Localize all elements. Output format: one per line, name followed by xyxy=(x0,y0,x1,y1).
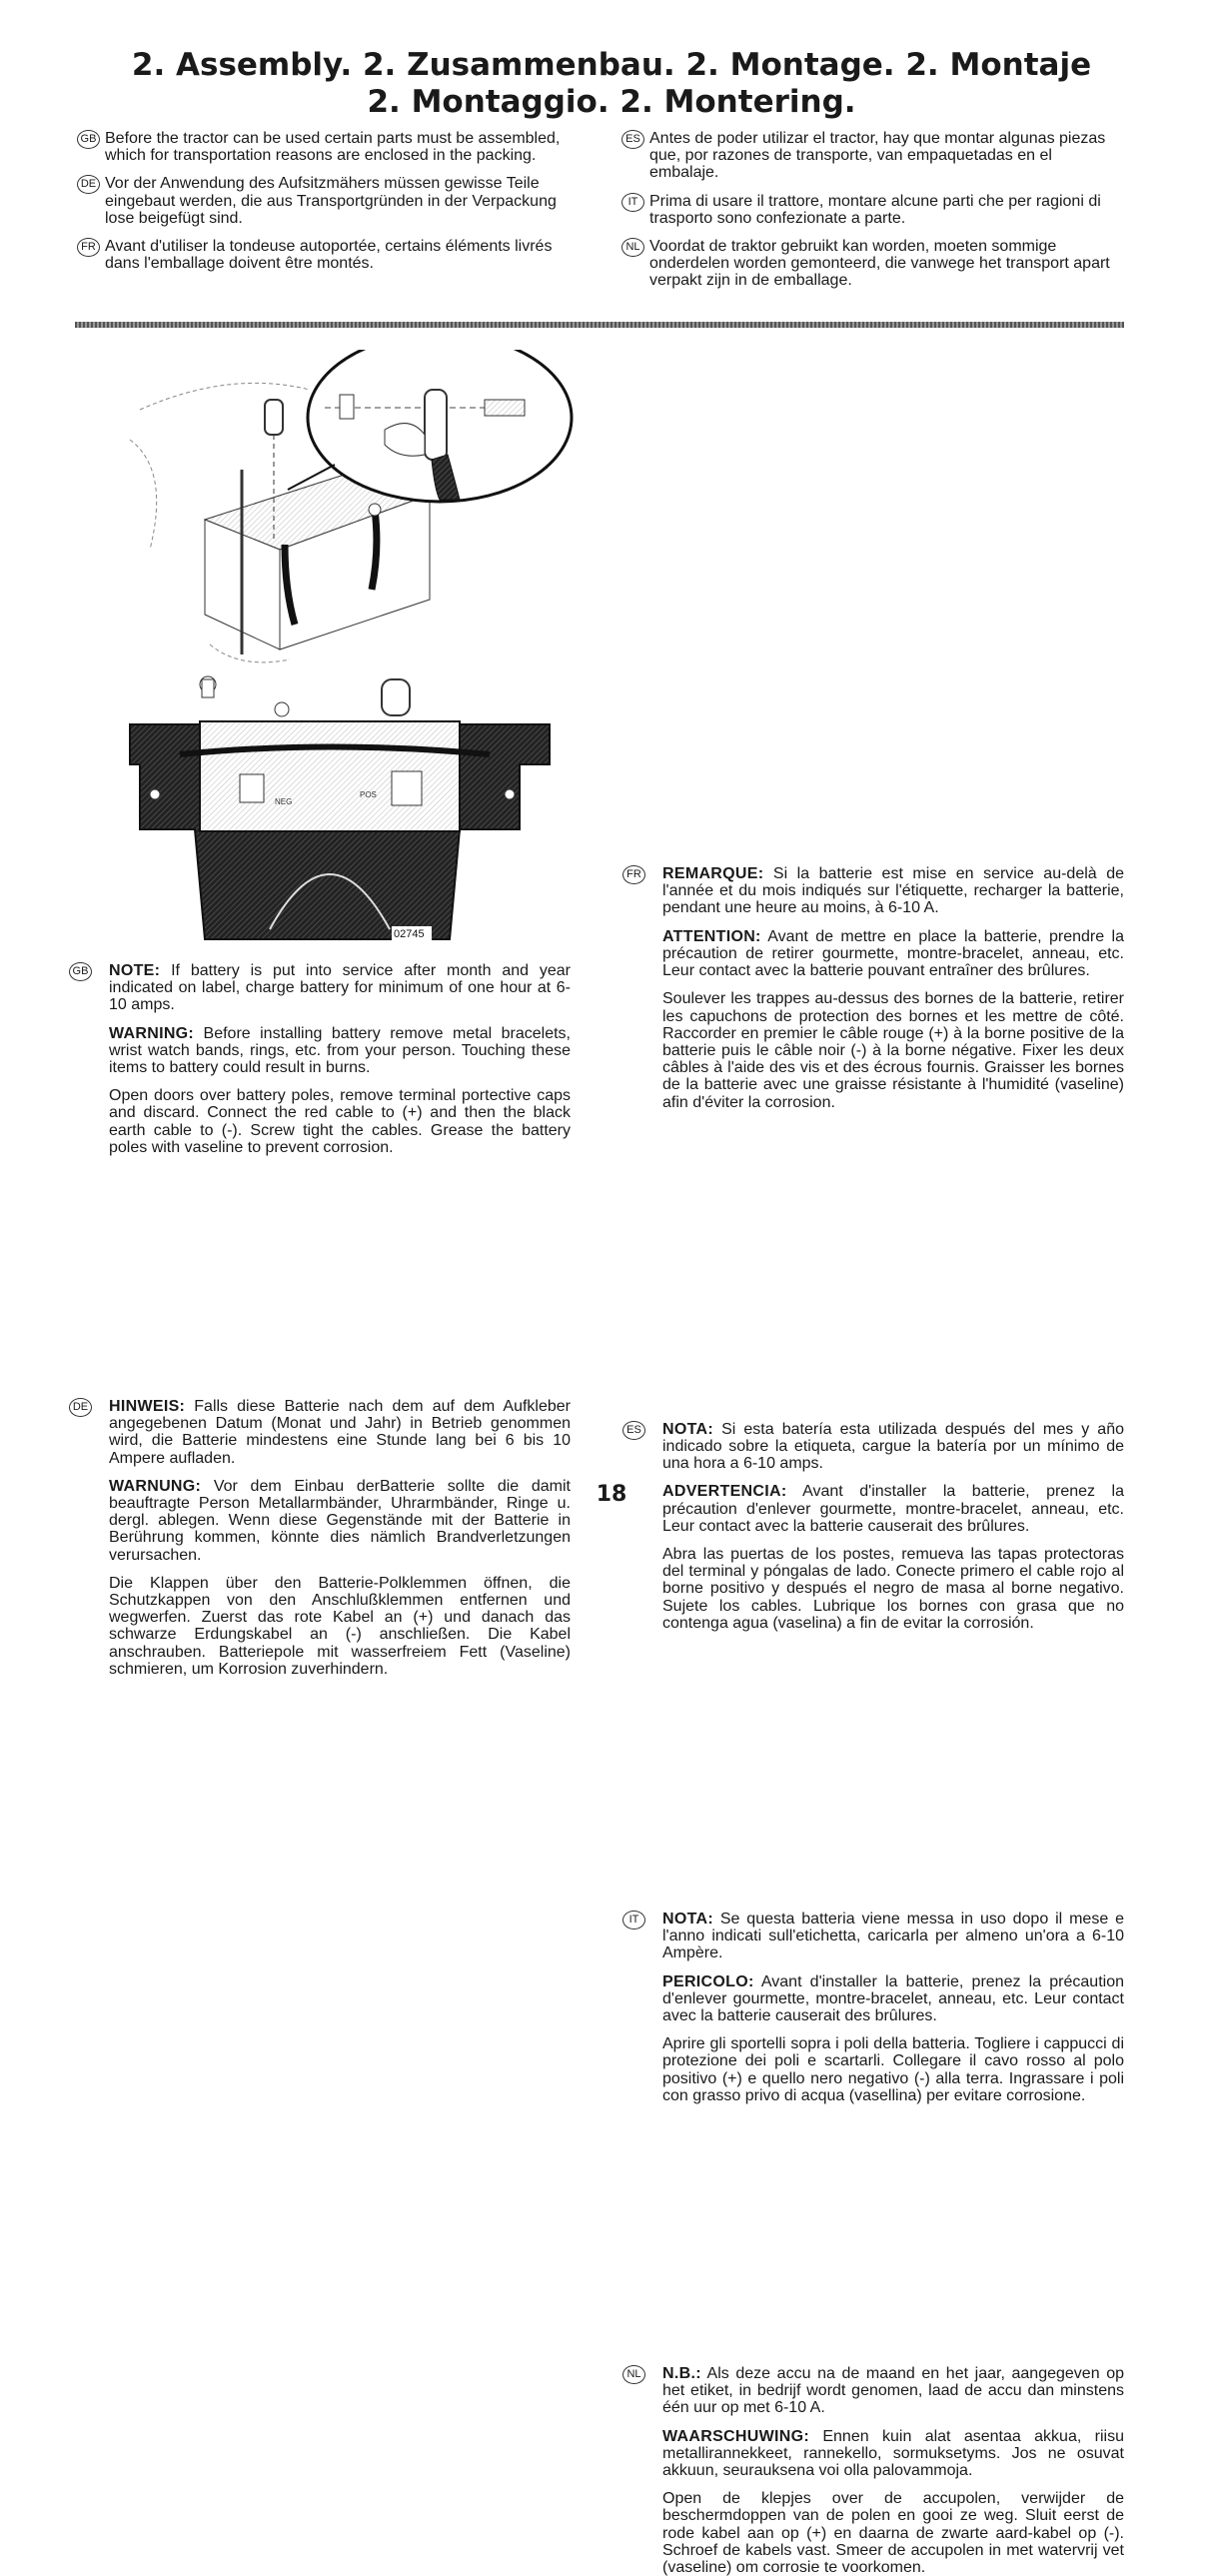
warning-text: Avant d'installer la batterie, prenez la précaution d'enlever gourmette, montre-bracelet, anneau, etc. Leur contact avec la batterie causerait des brûlures. xyxy=(662,1972,1124,2024)
intro-text: Antes de poder utilizar el tractor, hay que montar algunas piezas que, por razones de transporte, van empaquetadas en el embalaje. xyxy=(649,130,1106,182)
intro-text: Voordat de traktor gebruikt kan worden, moeten sommige onderdelen worden gemonteerd, die vanwege het transport apart verpakt zijn in de emballage. xyxy=(649,238,1110,290)
intro-text: Prima di usare il trattore, montare alcune parti che per ragioni di trasporto sono confezionate a parte. xyxy=(649,192,1101,227)
warning-text: Vor dem Einbau derBatterie sollte die damit beauftragte Person Metallarmbänder, Uhrarmbänder, Ringe u. dergl. ablegen. Wenn diese Gegenstände mit der Batterie in Berührung kommen, könnte dies nämlich Brandverletzungen verursachen. xyxy=(109,1477,571,1564)
warning-text: Avant de mettre en place la batterie, prendre la précaution de retirer gourmette, montre-bracelet, anneau, etc. Leur contact avec la batterie pouvant entraîner des brûlures. xyxy=(662,927,1124,980)
warning-keyword: WARNING: xyxy=(109,1024,195,1042)
section-nl xyxy=(626,2364,1124,2576)
intro-fr xyxy=(77,238,565,272)
section-es xyxy=(626,1420,1124,1632)
note-keyword: HINWEIS: xyxy=(109,1398,186,1416)
note-keyword: N.B.: xyxy=(662,2364,701,2382)
intro-de xyxy=(77,175,565,227)
lang-badge: FR xyxy=(77,238,100,257)
body-text: Open doors over battery poles, remove terminal portective caps and discard. Connect the red cable to (+) and then the black earth cable to (-). Screw tight the cables. Grease the battery poles with vaseline to prevent corrosion. xyxy=(109,1087,571,1156)
note-keyword: NOTA: xyxy=(662,1910,713,1928)
note-keyword: REMARQUE: xyxy=(662,865,764,883)
note-text: Als deze accu na de maand en het jaar, aangegeven op het etiket, in bedrijf wordt genomen, laad de accu dan minstens één uur op met 6-10 A. xyxy=(662,2364,1124,2417)
body-text: Die Klappen über den Batterie-Polklemmen öffnen, die Schutzkappen von den Anschlußklemmen entfernen und wegwerfen. Zuerst das rote Kabel an (+) und danach das schwarze Erdungskabel an (-) anschließen. Die Kabel anschrauben. Batteriepole mit wasserfreiem Fett (Vaseline) schmieren, um Korrosion zuverhindern. xyxy=(109,1574,571,1678)
intro-es xyxy=(621,130,1123,182)
pos-label: POS xyxy=(360,790,377,799)
lang-badge: IT xyxy=(621,193,644,212)
section-de xyxy=(72,1398,571,1678)
neg-label: NEG xyxy=(275,797,293,806)
section-gb xyxy=(72,962,571,1156)
battery-installation-figure xyxy=(110,350,580,949)
page-title: 2. Assembly. 2. Zusammenbau. 2. Montage. 2. Montaje xyxy=(131,47,1092,83)
warning-text: Ennen kuin alat asentaa akkua, riisu metallirannekkeet, rannekello, sormuksetyms. Jos ne osuvat akkuun, seurauksena voi olla palovammoja. xyxy=(662,2427,1124,2479)
body-text: Abra las puertas de los postes, remueva las tapas protectoras del terminal y póngalas de lado. Conecte primero el cable rojo al borne positivo y después el negro de masa al borne negativo. Sujete los cables. Lubrique los bornes con grasa que no contenga agua (vaselina) a fin de evitar la corrosión. xyxy=(662,1545,1124,1632)
page-subtitle: 2. Montaggio. 2. Montering. xyxy=(367,84,856,120)
warning-text: Before installing battery remove metal bracelets, wrist watch bands, rings, etc. from your person. Touching these items to battery could result in burns. xyxy=(109,1024,571,1077)
note-keyword: NOTA: xyxy=(662,1420,713,1438)
section-fr xyxy=(626,865,1124,1111)
page-number: 18 xyxy=(596,1482,627,1507)
body-text: Soulever les trappes au-dessus des bornes de la batterie, retirer les capuchons de protection des bornes et les mettre de côté. Raccorder en premier le câble rouge (+) à la borne positive de la batterie puis le câble noir (-) à la borne négative. Fixer les deux câbles à l'aide des vis et des écrous fournis. Graisser les bornes de la batterie avec une graisse résistante à l'humidité (vaseline) afin d'éviter la corrosion. xyxy=(662,990,1124,1111)
intro-right xyxy=(621,130,1123,301)
intro-text: Vor der Anwendung des Aufsitzmähers müssen gewisse Teile eingebaut werden, die aus Transportgründen in der Verpackung lose beigefügt sind. xyxy=(105,175,557,227)
lang-badge: GB xyxy=(77,130,100,149)
lang-badge: DE xyxy=(77,175,100,194)
intro-it xyxy=(621,193,1123,227)
lang-badge: NL xyxy=(621,238,644,257)
note-text: Si la batterie est mise en service au-delà de l'année et du mois indiqués sur l'étiquette, recharger la batterie, pendant une heure au moins, à 6-10 A. xyxy=(662,865,1124,917)
intro-nl xyxy=(621,238,1123,290)
lang-badge: FR xyxy=(622,865,645,884)
intro-text: Avant d'utiliser la tondeuse autoportée, certains éléments livrés dans l'emballage doivent être montés. xyxy=(105,238,553,273)
warning-keyword: WAARSCHUWING: xyxy=(662,2427,809,2445)
note-text: Si esta batería esta utilizada después del mes y año indicado sobre la etiqueta, cargue la batería por un mínimo de una hora a 6-10 amps. xyxy=(662,1420,1124,1473)
warning-keyword: ADVERTENCIA: xyxy=(662,1483,787,1501)
note-text: If battery is put into service after month and year indicated on label, charge battery for minimum of one hour at 6-10 amps. xyxy=(109,962,571,1014)
intro-left xyxy=(77,130,565,283)
battery-tray-view xyxy=(130,676,550,940)
section-it xyxy=(628,1910,1124,2104)
lang-badge: ES xyxy=(622,1421,645,1440)
body-text: Open de klepjes over de accupolen, verwijder de beschermdoppen van de polen en gooi ze weg. Sluit eerst de rode kabel aan op (+) en daarna de zwarte aard-kabel op (-). Schroef de kabels vast. Smeer de accupolen in met watervrij vet (vaseline) om corrosie te voorkomen. xyxy=(662,2490,1124,2576)
intro-text: Before the tractor can be used certain parts must be assembled, which for transportation reasons are enclosed in the packing. xyxy=(105,130,561,165)
warning-keyword: ATTENTION: xyxy=(662,927,761,945)
lang-badge: ES xyxy=(621,130,644,149)
note-text: Se questa batteria viene messa in uso dopo il mese e l'anno indicati sull'etichetta, caricarla per almeno un'ora a 6-10 Ampère. xyxy=(662,1910,1124,1962)
lang-badge: NL xyxy=(622,2365,645,2384)
lang-badge: IT xyxy=(622,1911,645,1930)
warning-keyword: WARNUNG: xyxy=(109,1477,202,1495)
lang-badge: DE xyxy=(69,1398,92,1417)
warning-text: Avant d'installer la batterie, prenez la précaution d'enlever gourmette, montre-bracelet, anneau, etc. Leur contact avec la batterie causerait des brûlures. xyxy=(662,1483,1124,1535)
intro-gb xyxy=(77,130,565,164)
warning-keyword: PERICOLO: xyxy=(662,1972,754,1990)
note-keyword: NOTE: xyxy=(109,962,161,979)
section-divider xyxy=(75,322,1124,328)
body-text: Aprire gli sportelli sopra i poli della batteria. Togliere i cappucci di protezione dei poli e scartarli. Collegare il cavo rosso al polo positivo (+) e quello nero negativo (-) alla terra. Ingrassare i poli con grasso privo di acqua (vasellina) per evitare corrosione. xyxy=(662,2035,1124,2104)
note-text: Falls diese Batterie nach dem auf dem Aufkleber angegebenen Datum (Monat und Jahr) in Betrieb genommen wird, die Batterie mindestens eine Stunde lang bei 6 bis 10 Ampere aufladen. xyxy=(109,1398,571,1467)
lang-badge: GB xyxy=(69,962,92,981)
figure-code: 02745 xyxy=(394,928,425,940)
